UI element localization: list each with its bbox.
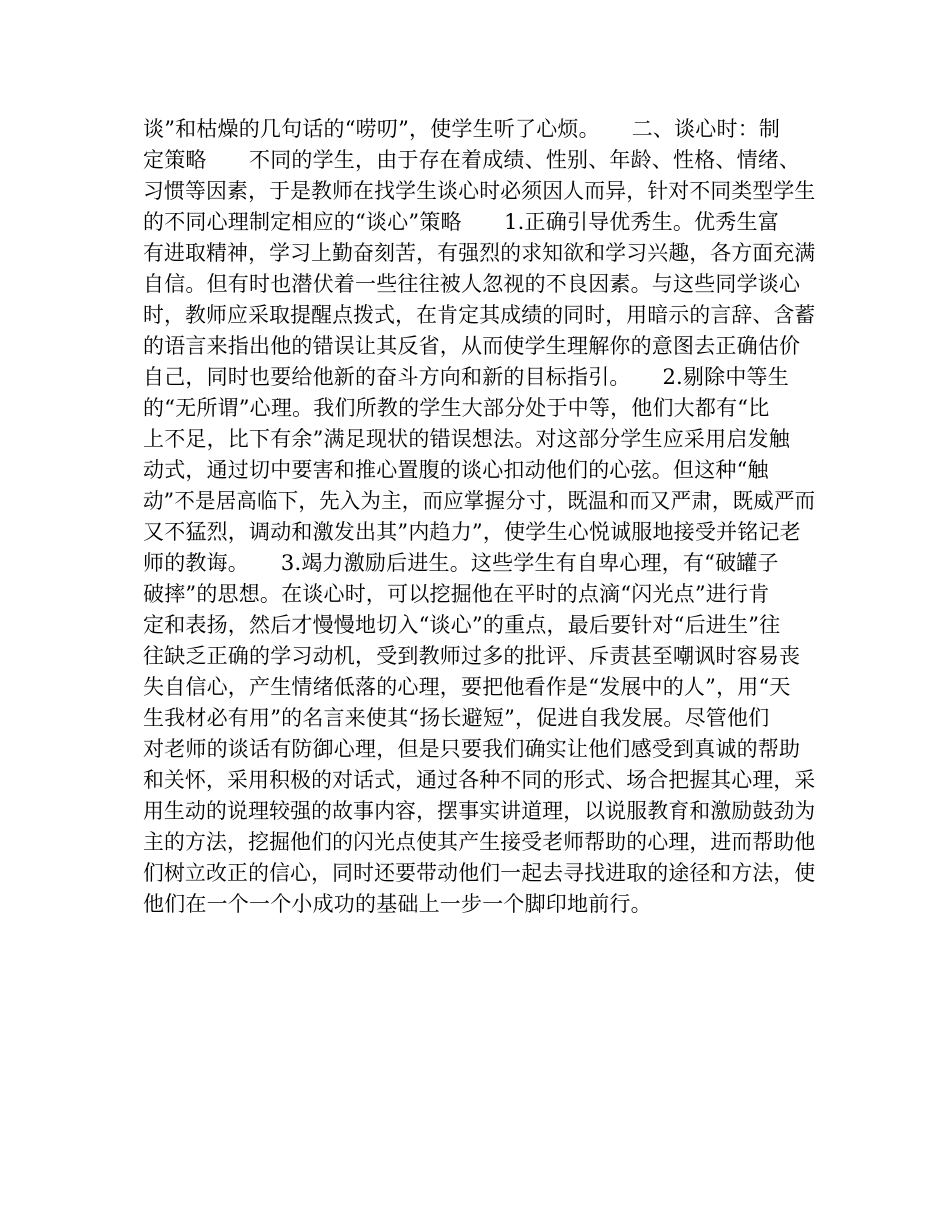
text-line: 动”不是居高临下，先入为主，而应掌握分寸，既温和而又严肃，既威严而 xyxy=(143,489,816,513)
text-line: 的语言来指出他的错误让其反省，从而使学生理解你的意图去正确估价 xyxy=(143,334,801,358)
text-line: 们树立改正的信心，同时还要带动他们一起去寻找进取的途径和方法，使 xyxy=(143,861,816,885)
text-line: 师的教诲。 3.竭力激励后进生。这些学生有自卑心理，有“破罐子 xyxy=(143,551,779,575)
text-line: 自己，同时也要给他新的奋斗方向和新的目标指引。 2.剔除中等生 xyxy=(143,365,789,389)
text-line: 对老师的谈话有防御心理，但是只要我们确实让他们感受到真诚的帮助 xyxy=(143,737,801,761)
text-line: 的“无所谓”心理。我们所教的学生大部分处于中等，他们大都有“比 xyxy=(143,396,770,420)
text-line: 破摔”的思想。在谈心时，可以挖掘他在平时的点滴“闪光点”进行肯 xyxy=(143,582,770,606)
text-line: 定和表扬，然后才慢慢地切入“谈心”的重点，最后要针对“后进生”往 xyxy=(143,613,781,637)
text-line: 他们在一个一个小成功的基础上一步一个脚印地前行。 xyxy=(143,892,652,916)
text-line: 的不同心理制定相应的“谈心”策略 1.正确引导优秀生。优秀生富 xyxy=(143,210,779,234)
text-line: 上不足，比下有余”满足现状的错误想法。对这部分学生应采用启发触 xyxy=(143,427,790,451)
text-line: 时，教师应采取提醒点拨式，在肯定其成绩的同时，用暗示的言辞、含蓄 xyxy=(143,303,816,327)
text-line: 动式，通过切中要害和推心置腹的谈心扣动他们的心弦。但这种“触 xyxy=(143,458,769,482)
text-line: 定策略 不同的学生，由于存在着成绩、性别、年龄、性格、情绪、 xyxy=(143,148,801,172)
text-line: 有进取精神，学习上勤奋刻苦，有强烈的求知欲和学习兴趣，各方面充满 xyxy=(143,241,816,265)
text-line: 生我材必有用”的名言来使其“扬长避短”，促进自我发展。尽管他们 xyxy=(143,706,770,730)
text-line: 失自信心，产生情绪低落的心理，要把他看作是“发展中的人”，用“天 xyxy=(143,675,791,699)
text-line: 又不猛烈，调动和激发出其”内趋力”，使学生心悦诚服地接受并铭记老 xyxy=(143,520,801,544)
body-text xyxy=(143,114,815,920)
text-line: 习惯等因素，于是教师在找学生谈心时必须因人而异，针对不同类型学生 xyxy=(143,179,816,203)
text-line: 用生动的说理较强的故事内容，摆事实讲道理，以说服教育和激励鼓劲为 xyxy=(143,799,816,823)
text-line: 主的方法，挖掘他们的闪光点使其产生接受老师帮助的心理，进而帮助他 xyxy=(143,830,816,854)
text-line: 和关怀，采用积极的对话式，通过各种不同的形式、场合把握其心理，采 xyxy=(143,768,816,792)
text-line: 谈”和枯燥的几句话的“唠叨”，使学生听了心烦。 二、谈心时：制 xyxy=(143,117,781,141)
text-line: 自信。但有时也潜伏着一些往往被人忽视的不良因素。与这些同学谈心 xyxy=(143,272,801,296)
text-line: 往缺乏正确的学习动机，受到教师过多的批评、斥责甚至嘲讽时容易丧 xyxy=(143,644,801,668)
